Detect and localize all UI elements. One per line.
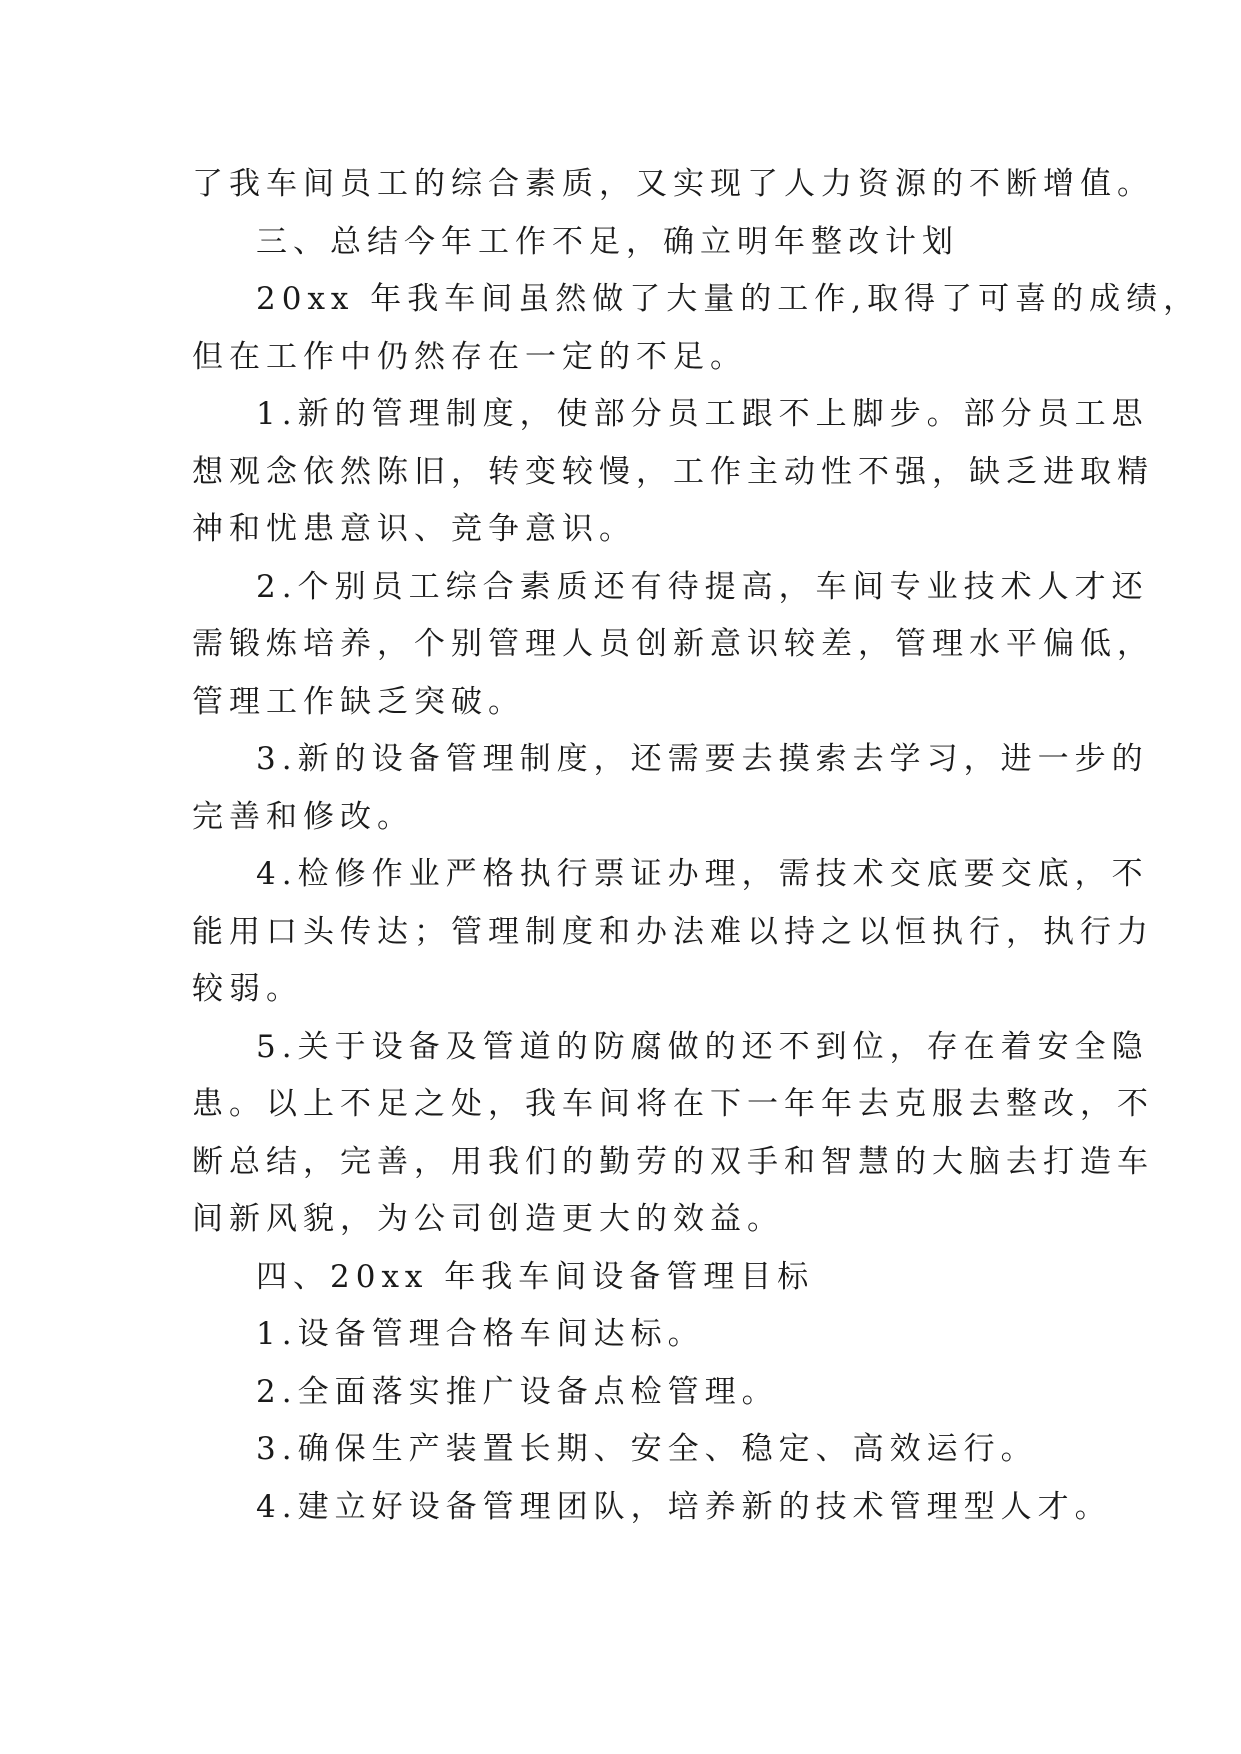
text-line: 较弱。 — [192, 971, 303, 1007]
list-item-line: 1.新的管理制度，使部分员工跟不上脚步。部分员工思 — [256, 396, 1149, 432]
text-line: 但在工作中仍然存在一定的不足。 — [192, 338, 747, 375]
list-item-line: 2.个别员工综合素质还有待提高，车间专业技术人才还 — [256, 568, 1149, 605]
document-body — [192, 156, 1201, 1536]
text-line: 神和忧患意识、竞争意识。 — [192, 511, 636, 547]
list-item-line: 2.全面落实推广设备点检管理。 — [256, 1373, 779, 1410]
text-line: 20xx 年我车间虽然做了大量的工作,取得了可喜的成绩， — [256, 281, 1201, 317]
text-line: 需锻炼培养，个别管理人员创新意识较差，管理水平偏低， — [192, 626, 1154, 662]
text-line: 管理工作缺乏突破。 — [192, 683, 525, 720]
section-heading: 三、总结今年工作不足，确立明年整改计划 — [256, 223, 959, 260]
list-item-line: 1.设备管理合格车间达标。 — [256, 1316, 705, 1352]
section-heading: 四、20xx 年我车间设备管理目标 — [256, 1258, 815, 1295]
text-line: 断总结，完善，用我们的勤劳的双手和智慧的大脑去打造车 — [192, 1143, 1154, 1180]
list-item-line: 3.新的设备管理制度，还需要去摸索去学习，进一步的 — [256, 741, 1149, 777]
text-line: 完善和修改。 — [192, 798, 414, 835]
list-item-line: 4.建立好设备管理团队，培养新的技术管理型人才。 — [256, 1488, 1112, 1525]
text-line: 了我车间员工的综合素质，又实现了人力资源的不断增值。 — [192, 166, 1154, 202]
list-item-line: 5.关于设备及管道的防腐做的还不到位，存在着安全隐 — [256, 1028, 1149, 1065]
text-line: 间新风貌，为公司创造更大的效益。 — [192, 1201, 784, 1237]
text-line: 患。以上不足之处，我车间将在下一年年去克服去整改，不 — [192, 1086, 1154, 1122]
text-line: 能用口头传达；管理制度和办法难以持之以恒执行，执行力 — [192, 913, 1154, 950]
list-item-line: 4.检修作业严格执行票证办理，需技术交底要交底，不 — [256, 856, 1149, 892]
list-item-line: 3.确保生产装置长期、安全、稳定、高效运行。 — [256, 1431, 1038, 1467]
text-line: 想观念依然陈旧，转变较慢，工作主动性不强，缺乏进取精 — [192, 453, 1154, 490]
